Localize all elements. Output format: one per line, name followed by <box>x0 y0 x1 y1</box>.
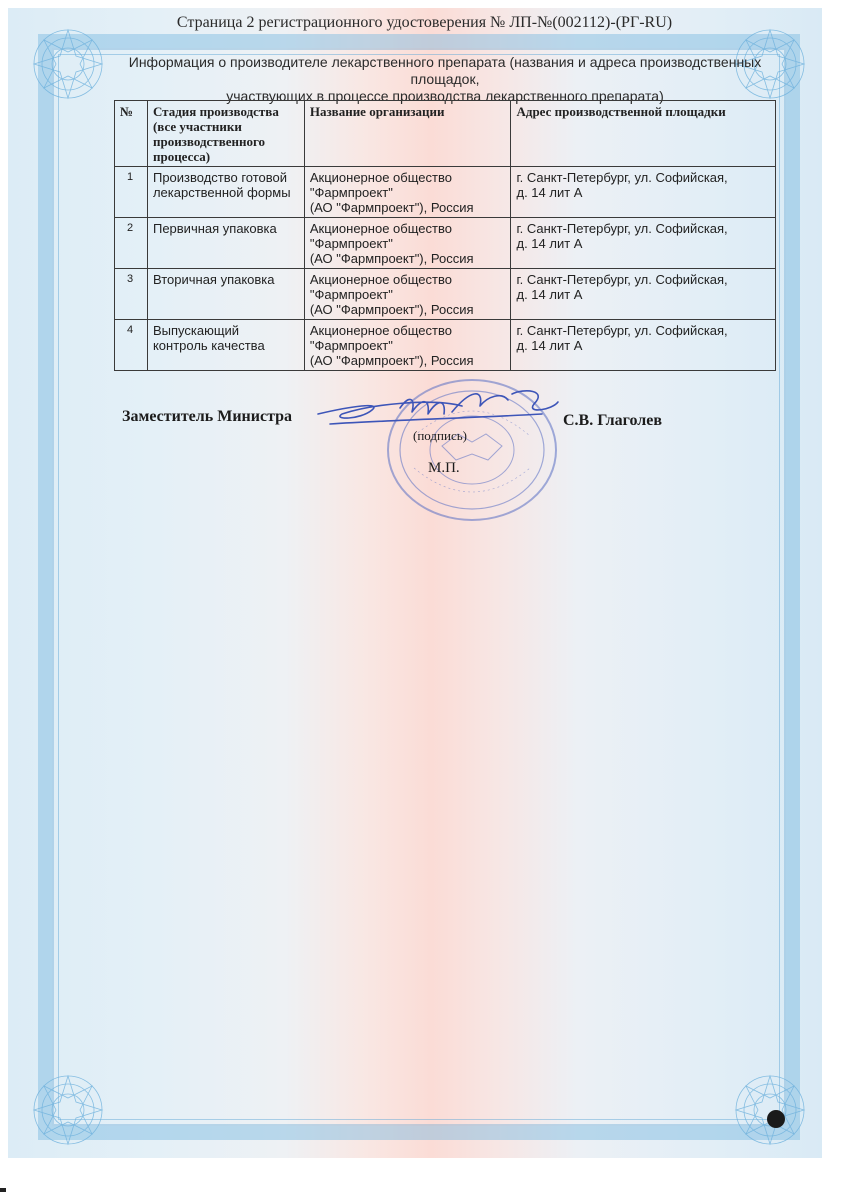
header-stage <box>147 101 304 167</box>
row-organization <box>304 167 511 218</box>
cell-line: лекарственной формы <box>152 185 291 200</box>
cell-line: "Фармпроект" <box>309 185 393 200</box>
cell-line: д. 14 лит А <box>516 236 583 251</box>
cell-line: Выпускающий <box>152 323 240 338</box>
cell-line: (АО "Фармпроект"), Россия <box>309 251 474 266</box>
punch-hole-icon <box>767 1110 785 1128</box>
row-stage <box>147 320 304 371</box>
cell-line: "Фармпроект" <box>309 287 393 302</box>
cell-line: (АО "Фармпроект"), Россия <box>309 353 474 368</box>
header-stage-line: (все участники <box>152 119 242 134</box>
cell-line: д. 14 лит А <box>516 185 583 200</box>
cell-line: Акционерное общество <box>309 272 452 287</box>
cell-line: Акционерное общество <box>309 323 452 338</box>
cell-line: "Фармпроект" <box>309 338 393 353</box>
table-row <box>115 269 776 320</box>
cell-line: Акционерное общество <box>309 170 452 185</box>
row-number: 4 <box>115 320 148 371</box>
table-row <box>115 320 776 371</box>
row-organization <box>304 320 511 371</box>
header-organization: Название организации <box>304 101 511 167</box>
section-subtitle <box>100 54 790 105</box>
cell-line: г. Санкт-Петербург, ул. Софийская, <box>516 323 728 338</box>
cell-line: д. 14 лит А <box>516 338 583 353</box>
signature-caption: (подпись) <box>413 428 467 443</box>
rosette-ornament-icon <box>26 1068 110 1152</box>
signatory-position: Заместитель Министра <box>122 408 293 425</box>
cell-line: Производство готовой <box>152 170 288 185</box>
scan-edge-mark <box>0 1188 6 1192</box>
row-number: 1 <box>115 167 148 218</box>
header-stage-line: процесса) <box>152 149 211 164</box>
seal-label: М.П. <box>428 460 460 476</box>
row-address <box>511 218 776 269</box>
header-stage-line: Стадия производства <box>152 104 279 119</box>
row-stage <box>147 167 304 218</box>
subtitle-line: участвующих в процессе производства лекарственного препарата) <box>226 88 664 104</box>
cell-line: г. Санкт-Петербург, ул. Софийская, <box>516 221 728 236</box>
table-row <box>115 167 776 218</box>
rosette-ornament-icon <box>26 22 110 106</box>
cell-line: "Фармпроект" <box>309 236 393 251</box>
subtitle-line: Информация о производителе лекарственного препарата (названия и адреса производственных площадок, <box>128 54 762 87</box>
cell-line: Первичная упаковка <box>152 221 277 236</box>
cell-line: Акционерное общество <box>309 221 452 236</box>
table-row <box>115 218 776 269</box>
cell-line: Вторичная упаковка <box>152 272 275 287</box>
signatory-name: С.В. Глаголев <box>563 412 662 429</box>
row-organization <box>304 218 511 269</box>
header-number: № <box>115 101 148 167</box>
row-stage <box>147 218 304 269</box>
row-stage <box>147 269 304 320</box>
cell-line: г. Санкт-Петербург, ул. Софийская, <box>516 272 728 287</box>
row-address <box>511 320 776 371</box>
manufacturer-table <box>114 100 776 371</box>
cell-line: д. 14 лит А <box>516 287 583 302</box>
cell-line: контроль качества <box>152 338 265 353</box>
row-number: 3 <box>115 269 148 320</box>
header-stage-line: производственного <box>152 134 266 149</box>
header-address: Адрес производственной площадки <box>511 101 776 167</box>
cell-line: (АО "Фармпроект"), Россия <box>309 302 474 317</box>
row-address <box>511 167 776 218</box>
row-organization <box>304 269 511 320</box>
table-header-row <box>115 101 776 167</box>
page-title: Страница 2 регистрационного удостоверения № ЛП-№(002112)-(РГ-RU) <box>176 14 673 31</box>
cell-line: г. Санкт-Петербург, ул. Софийская, <box>516 170 728 185</box>
row-address <box>511 269 776 320</box>
rosette-ornament-icon <box>728 1068 812 1152</box>
cell-line: (АО "Фармпроект"), Россия <box>309 200 474 215</box>
row-number: 2 <box>115 218 148 269</box>
